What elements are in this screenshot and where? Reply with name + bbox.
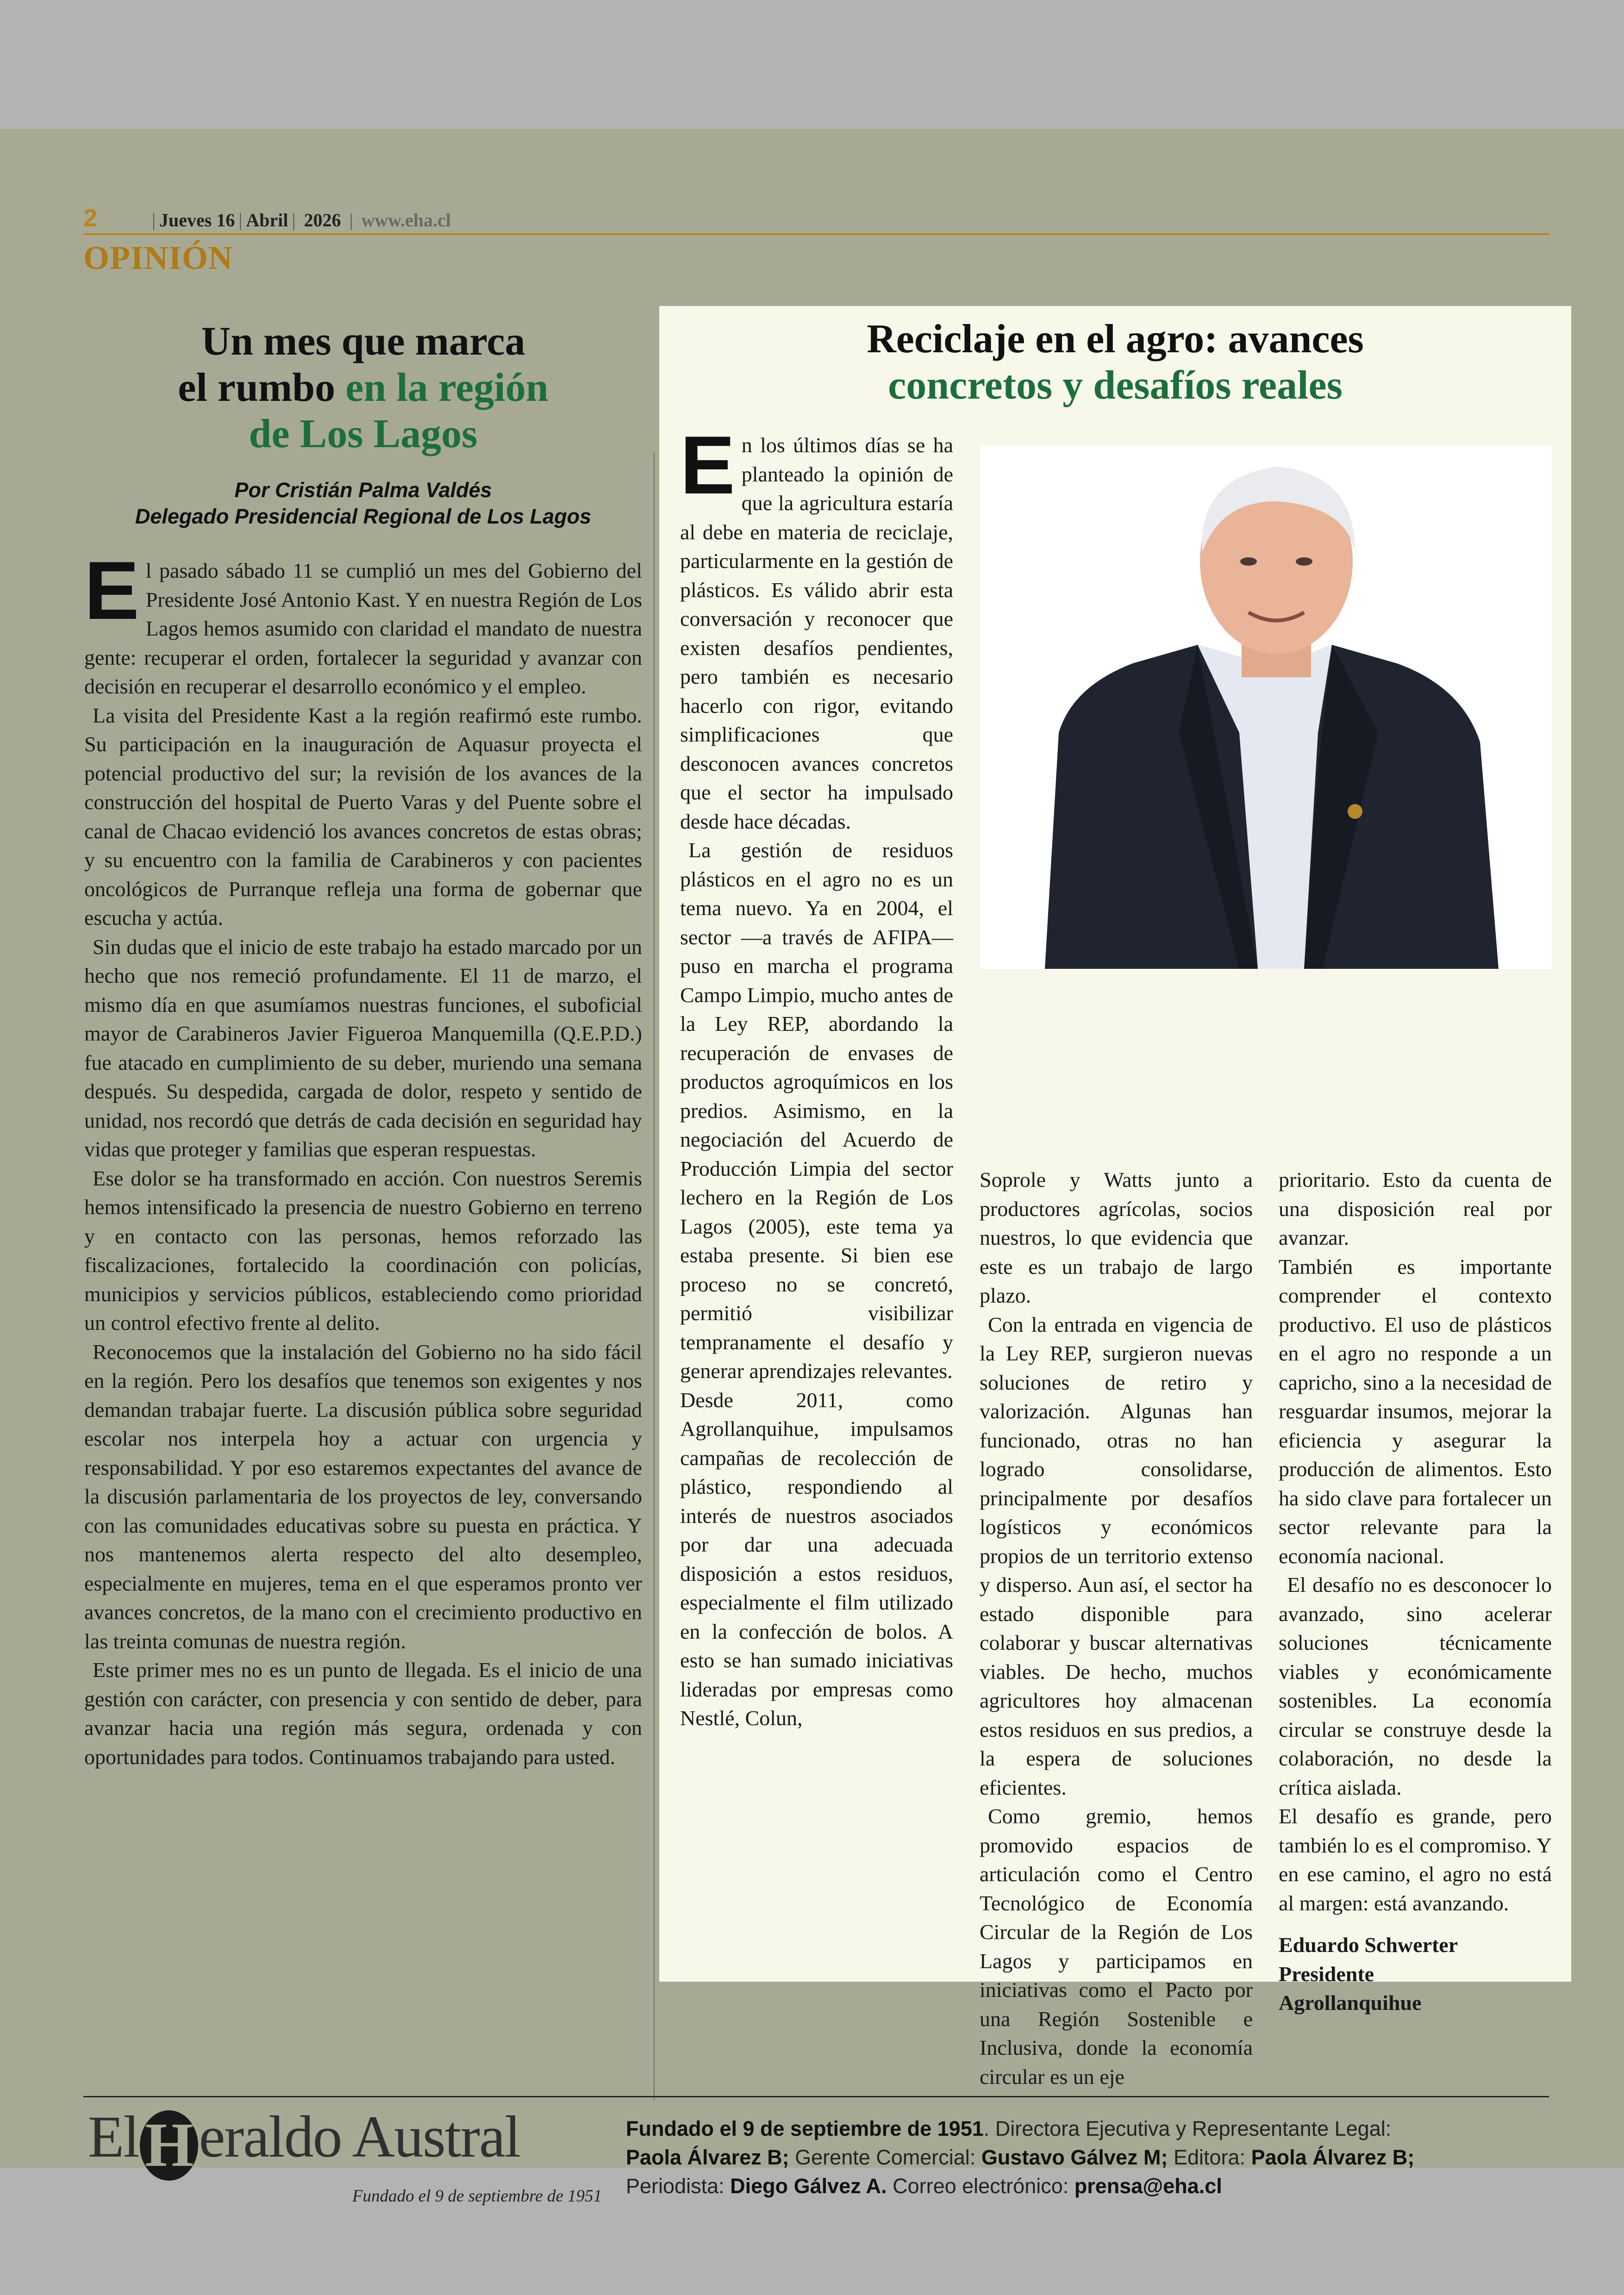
logo-austral: Austral	[352, 2104, 520, 2170]
masthead-info	[626, 2114, 1552, 2201]
left-title-line3-green: de Los Lagos	[249, 412, 478, 456]
portrait-image	[980, 446, 1552, 969]
date-weekday-day: Jueves 16	[159, 210, 235, 231]
paragraph: Ese dolor se ha transformado en acción. Con nuestros Seremis hemos intensificado la presencia de nuestro Gobierno en terreno y en contacto con las personas, hemos reforzado las fiscalizaciones, fortalecido la coordinación con policías, municipios y servicios públicos, estableciendo como prioridad un control efectivo frente al delito.	[84, 1166, 642, 1335]
right-column-1	[680, 419, 953, 1733]
paragraph: El desafío es grande, pero también lo es el compromiso. Y en ese camino, el agro no está al margen: está avanzando.	[1279, 1804, 1552, 1915]
paragraph: Con la entrada en vigencia de la Ley REP, surgieron nuevas soluciones de retiro y valorización. Algunas han funcionado, otras no han logrado consolidarse, principalmente por desafíos logísticos y económicos propios de un territorio extenso y disperso. Aun así, el sector ha estado disponible para colaborar y buscar alternativas viables. De hecho, muchos agricultores hoy almacenan estos residuos en sus predios, a la espera de soluciones eficientes.	[980, 1312, 1253, 1799]
logo-tagline: Fundado el 9 de septiembre de 1951	[352, 2187, 602, 2206]
signature	[1279, 1931, 1552, 2018]
date-year: 2026	[304, 210, 341, 231]
paragraph: El desafío no es desconocer lo avanzado, sino acelerar soluciones técnicamente viables y económicamente sostenibles. La economía circular se construye desde la colaboración, no desde la crítica aislada.	[1279, 1573, 1552, 1799]
founded-date: Fundado el 9 de septiembre de 1951	[626, 2117, 984, 2140]
paragraph: Como gremio, hemos promovido espacios de articulación como el Centro Tecnológico de Economía Circular de la Región de Los Lagos y participamos en iniciativas como el Pacto por una Región Sostenible e Inclusiva, donde la economía circular es un eje	[980, 1804, 1253, 2089]
paragraph: Sin dudas que el inicio de este trabajo ha estado marcado por un hecho que nos remeció profundamente. El 11 de marzo, el mismo día en que asumíamos nuestras funciones, el suboficial mayor de Carabineros Javier Figueroa Manquemilla (Q.E.P.D.) fue atacado en cumplimiento de su deber, muriendo una semana después. Su despedida, cargada de dolor, respeto y sentido de unidad, nos recordó que detrás de cada decisión en seguridad hay vidas que proteger y familias que esperan respuestas.	[84, 935, 642, 1161]
byline-role: Delegado Presidencial Regional de Los Lagos	[135, 505, 592, 528]
dropcap: E	[680, 419, 735, 511]
left-title-line1: Un mes que marca	[201, 319, 525, 364]
signature-role: Presidente	[1279, 1962, 1374, 1986]
paragraph: n los últimos días se ha planteado la opinión de que la agricultura estaría al debe en materia de reciclaje, particularmente en la gestión de plásticos. Es válido abrir esta conversación y reconocer que existen desafíos pendientes, pero también es necesario hacerlo con rigor, evitando simplificaciones que desconocen avances concretos que el sector ha impulsado desde hace décadas.	[680, 433, 953, 833]
left-article-title	[84, 318, 642, 457]
logo-h-emblem: H	[140, 2110, 198, 2181]
right-title-line1: Reciclaje en el agro: avances	[867, 317, 1364, 362]
paragraph: La visita del Presidente Kast a la región reafirmó este rumbo. Su participación en la inauguración de Aquasur proyecta el potencial productivo del sur; la revisión de los avances de la construcción del hospital de Puerto Varas y del Puente sobre el canal de Chacao evidenció los avances concretos de estas obras; y su encuentro con la familia de Carabineros y con pacientes oncológicos de Purranque refleja una forma de gobernar que escucha y actúa.	[84, 703, 642, 929]
right-column-3	[1279, 1166, 1552, 2018]
manager-name: Gustavo Gálvez M;	[981, 2145, 1168, 2169]
logo-eraldo: eraldo	[199, 2104, 342, 2170]
date-month: Abril	[246, 210, 288, 231]
paragraph: La gestión de residuos plásticos en el agro no es un tema nuevo. Ya en 2004, el sector —a través de AFIPA— puso en marcha el programa Campo Limpio, mucho antes de la Ley REP, abordando la recuperación de envases de productos agroquímicos en los predios. Asimismo, en la negociación del Acuerdo de Producción Limpia del sector lechero en la Región de Los Lagos (2005), este tema ya estaba presente. Si bien ese proceso no se concretó, permitió visibilizar tempranamente el desafío y generar aprendizajes relevantes.	[680, 838, 953, 1383]
author-photo	[980, 446, 1552, 969]
column-divider	[654, 453, 655, 2101]
left-title-line2-black: el rumbo	[178, 365, 336, 410]
section-title: OPINIÓN	[83, 239, 233, 276]
left-title-line2-green: en la región	[345, 365, 549, 410]
newspaper-page	[0, 129, 1624, 2206]
paragraph: Este primer mes no es un punto de llegada. Es el inicio de una gestión con carácter, con presencia y con sentido de deber, para avanzar hacia una región más segura, ordenada y con oportunidades para todos. Continuamos trabajando para usted.	[84, 1658, 642, 1769]
left-article-body	[84, 544, 642, 1771]
byline-author: Por Cristián Palma Valdés	[234, 478, 492, 502]
email-label: Correo electrónico:	[893, 2174, 1069, 2198]
newspaper-logo	[88, 2103, 602, 2214]
header-rule	[83, 233, 1549, 235]
editor-name: Paola Álvarez B;	[1251, 2145, 1415, 2169]
left-article	[84, 318, 642, 1771]
signature-name: Eduardo Schwerter	[1279, 1933, 1458, 1957]
date-line: | Jueves 16 | Abril | 2026 | www.eha.cl	[152, 210, 451, 231]
director-label: . Directora Ejecutiva y Representante Legal:	[983, 2117, 1392, 2140]
right-title-line2-green: concretos y desafíos reales	[888, 363, 1343, 408]
logo-el: El	[88, 2104, 139, 2170]
site-url[interactable]: www.eha.cl	[361, 210, 451, 231]
right-article	[659, 306, 1571, 2089]
dropcap: E	[84, 544, 139, 636]
paragraph: Desde 2011, como Agrollanquihue, impulsamos campañas de recolección de plástico, respondiendo al interés de nuestros asociados por dar una adecuada disposición a estos residuos, especialmente el film utilizado en la confección de bolos. A esto se han sumado iniciativas lideradas por empresas como Nestlé, Colun,	[680, 1388, 953, 1730]
paragraph: Reconocemos que la instalación del Gobierno no ha sido fácil en la región. Pero los desafíos que tenemos son exigentes y nos demandan trabajar fuerte. La discusión pública sobre seguridad escolar nos interpela hoy a actuar con urgencia y responsabilidad. Y por eso estaremos expectantes del avance de la discusión parlamentaria de los proyectos de ley, conversando con las comunidades educativas sobre su puesta en práctica. Y nos mantenemos alerta respecto del alto desempleo, especialmente en mujeres, tema en el que esperamos pronto ver avances concretos, de la mano con el crecimiento productivo en las treinta comunas de nuestra región.	[84, 1340, 642, 1653]
byline	[84, 477, 642, 530]
right-article-title	[659, 316, 1571, 409]
journalist-name: Diego Gálvez A.	[730, 2174, 887, 2198]
paragraph: prioritario. Esto da cuenta de una disposición real por avanzar.	[1279, 1168, 1552, 1249]
signature-org: Agrollanquihue	[1279, 1991, 1422, 2014]
paragraph: También es importante comprender el contexto productivo. El uso de plásticos en el agro no responde a un capricho, sino a la necesidad de resguardar insumos, mejorar la eficiencia y asegurar la producción de alimentos. Esto ha sido clave para fortalecer un sector relevante para la economía nacional.	[1279, 1254, 1552, 1568]
page-number: 2	[83, 204, 98, 232]
email-link[interactable]: prensa@eha.cl	[1074, 2174, 1222, 2198]
director-name: Paola Álvarez B;	[626, 2145, 789, 2169]
editor-label: Editora:	[1173, 2145, 1246, 2169]
logo-wordmark	[88, 2103, 520, 2181]
paragraph: l pasado sábado 11 se cumplió un mes del Gobierno del Presidente José Antonio Kast. Y en nuestra Región de Los Lagos hemos asumido con claridad el mandato de nuestra gente: recuperar el orden, fortalecer la seguridad y avanzar con decisión en recuperar el desarrollo económico y el empleo.	[84, 559, 642, 698]
manager-label: Gerente Comercial:	[795, 2145, 976, 2169]
footer-rule	[83, 2096, 1549, 2097]
paragraph: Soprole y Watts junto a productores agrícolas, socios nuestros, lo que evidencia que este es un trabajo de largo plazo.	[980, 1168, 1253, 1307]
page-header	[83, 203, 1549, 231]
journalist-label: Periodista:	[626, 2174, 725, 2198]
right-column-2	[980, 1166, 1253, 2091]
